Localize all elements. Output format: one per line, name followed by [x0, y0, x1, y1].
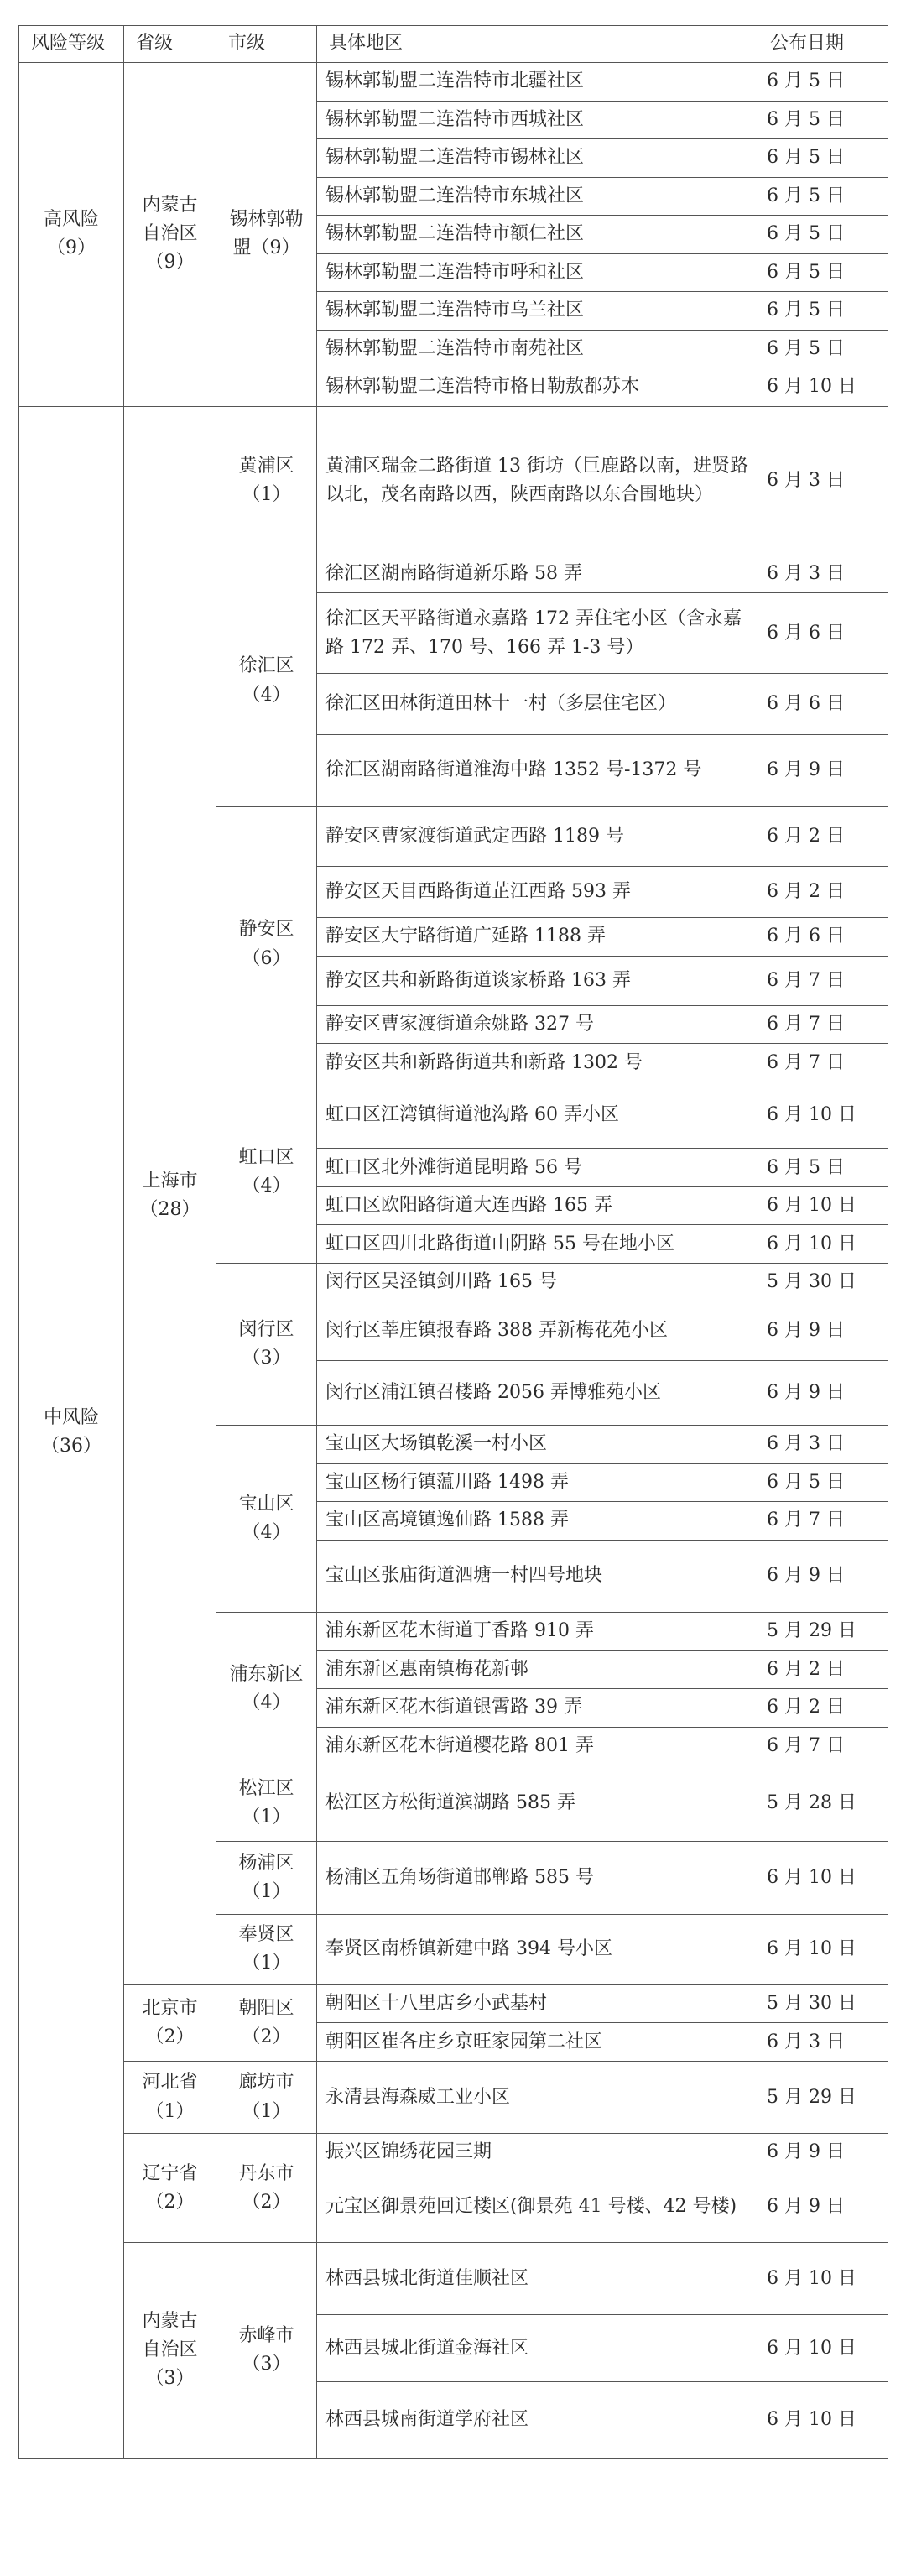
- date-cell: 6 月 6 日: [758, 918, 888, 957]
- area-cell: 振兴区锦绣花园三期: [317, 2134, 758, 2172]
- date-cell: 6 月 10 日: [758, 2382, 888, 2459]
- area-cell: 林西县城南街道学府社区: [317, 2382, 758, 2459]
- date-cell: 5 月 30 日: [758, 1984, 888, 2023]
- area-cell: 宝山区杨行镇蕰川路 1498 弄: [317, 1463, 758, 1502]
- area-cell: 徐汇区湖南路街道新乐路 58 弄: [317, 555, 758, 593]
- date-cell: 6 月 6 日: [758, 673, 888, 734]
- header-city: 市级: [216, 26, 317, 63]
- province-cell: 河北省 （1）: [124, 2061, 216, 2133]
- table-row: [19, 2061, 888, 2133]
- table-row: [19, 406, 888, 555]
- area-cell: 静安区曹家渡街道余姚路 327 号: [317, 1005, 758, 1044]
- area-cell: 锡林郭勒盟二连浩特市额仁社区: [317, 216, 758, 254]
- date-cell: 5 月 30 日: [758, 1263, 888, 1301]
- date-cell: 6 月 10 日: [758, 1082, 888, 1149]
- area-cell: 静安区共和新路街道共和新路 1302 号: [317, 1044, 758, 1082]
- area-cell: 锡林郭勒盟二连浩特市锡林社区: [317, 139, 758, 178]
- date-cell: 6 月 9 日: [758, 734, 888, 806]
- header-area: 具体地区: [317, 26, 758, 63]
- date-cell: 6 月 5 日: [758, 63, 888, 102]
- date-cell: 5 月 29 日: [758, 1613, 888, 1651]
- area-cell: 徐汇区田林街道田林十一村（多层住宅区）: [317, 673, 758, 734]
- city-cell: 松江区 （1）: [216, 1765, 317, 1842]
- area-cell: 松江区方松街道滨湖路 585 弄: [317, 1765, 758, 1842]
- date-cell: 6 月 2 日: [758, 1689, 888, 1728]
- date-cell: 6 月 10 日: [758, 368, 888, 407]
- area-cell: 锡林郭勒盟二连浩特市格日勒敖都苏木: [317, 368, 758, 407]
- table-row: [19, 2134, 888, 2172]
- date-cell: 6 月 5 日: [758, 216, 888, 254]
- city-cell: 丹东市 （2）: [216, 2134, 317, 2243]
- area-cell: 锡林郭勒盟二连浩特市呼和社区: [317, 253, 758, 292]
- area-cell: 朝阳区崔各庄乡京旺家园第二社区: [317, 2023, 758, 2062]
- area-cell: 宝山区高境镇逸仙路 1588 弄: [317, 1502, 758, 1541]
- area-cell: 宝山区大场镇乾溪一村小区: [317, 1426, 758, 1464]
- area-cell: 锡林郭勒盟二连浩特市西城社区: [317, 101, 758, 139]
- area-cell: 杨浦区五角场街道邯郸路 585 号: [317, 1842, 758, 1914]
- date-cell: 6 月 3 日: [758, 2023, 888, 2062]
- area-cell: 虹口区江湾镇街道池沟路 60 弄小区: [317, 1082, 758, 1149]
- date-cell: 6 月 3 日: [758, 1426, 888, 1464]
- city-cell: 浦东新区 （4）: [216, 1613, 317, 1765]
- date-cell: 6 月 5 日: [758, 1149, 888, 1187]
- table-body: [19, 63, 888, 2459]
- risk-level-cell: 中风险 （36）: [19, 406, 124, 2459]
- city-cell: 奉贤区 （1）: [216, 1914, 317, 1984]
- area-cell: 徐汇区天平路街道永嘉路 172 弄住宅小区（含永嘉路 172 弄、170 号、166 弄 1-3 号）: [317, 593, 758, 674]
- date-cell: 6 月 10 日: [758, 1186, 888, 1225]
- area-cell: 林西县城北街道佳顺社区: [317, 2242, 758, 2314]
- table-header-row: [19, 26, 888, 63]
- area-cell: 林西县城北街道金海社区: [317, 2315, 758, 2382]
- area-cell: 奉贤区南桥镇新建中路 394 号小区: [317, 1914, 758, 1984]
- area-cell: 黄浦区瑞金二路街道 13 街坊（巨鹿路以南，进贤路以北，茂名南路以西，陕西南路以东合围地块）: [317, 406, 758, 555]
- city-cell: 宝山区 （4）: [216, 1426, 317, 1613]
- city-cell: 徐汇区 （4）: [216, 555, 317, 806]
- city-cell: 静安区 （6）: [216, 807, 317, 1082]
- date-cell: 6 月 10 日: [758, 1842, 888, 1914]
- date-cell: 5 月 29 日: [758, 2061, 888, 2133]
- risk-area-table: [18, 25, 888, 2459]
- province-cell: 辽宁省 （2）: [124, 2134, 216, 2243]
- date-cell: 6 月 5 日: [758, 253, 888, 292]
- province-cell: 上海市 （28）: [124, 406, 216, 1984]
- area-cell: 浦东新区花木街道银霄路 39 弄: [317, 1689, 758, 1728]
- area-cell: 浦东新区惠南镇梅花新邨: [317, 1650, 758, 1689]
- date-cell: 6 月 5 日: [758, 292, 888, 331]
- date-cell: 6 月 7 日: [758, 1727, 888, 1765]
- date-cell: 6 月 6 日: [758, 593, 888, 674]
- date-cell: 6 月 10 日: [758, 2242, 888, 2314]
- date-cell: 6 月 7 日: [758, 1502, 888, 1541]
- area-cell: 徐汇区湖南路街道淮海中路 1352 号-1372 号: [317, 734, 758, 806]
- date-cell: 6 月 9 日: [758, 1301, 888, 1361]
- area-cell: 虹口区北外滩街道昆明路 56 号: [317, 1149, 758, 1187]
- date-cell: 6 月 7 日: [758, 956, 888, 1005]
- city-cell: 杨浦区 （1）: [216, 1842, 317, 1914]
- area-cell: 静安区大宁路街道广延路 1188 弄: [317, 918, 758, 957]
- city-cell: 虹口区 （4）: [216, 1082, 317, 1263]
- date-cell: 6 月 5 日: [758, 101, 888, 139]
- table-row: [19, 63, 888, 102]
- date-cell: 6 月 5 日: [758, 177, 888, 216]
- date-cell: 6 月 9 日: [758, 1540, 888, 1612]
- header-date: 公布日期: [758, 26, 888, 63]
- city-cell: 黄浦区 （1）: [216, 406, 317, 555]
- date-cell: 6 月 2 日: [758, 866, 888, 917]
- city-cell: 赤峰市 （3）: [216, 2242, 317, 2458]
- city-cell: 锡林郭勒 盟（9）: [216, 63, 317, 407]
- area-cell: 静安区天目西路街道芷江西路 593 弄: [317, 866, 758, 917]
- date-cell: 6 月 10 日: [758, 1225, 888, 1264]
- area-cell: 永清县海森威工业小区: [317, 2061, 758, 2133]
- city-cell: 廊坊市 （1）: [216, 2061, 317, 2133]
- date-cell: 5 月 28 日: [758, 1765, 888, 1842]
- date-cell: 6 月 2 日: [758, 807, 888, 867]
- area-cell: 浦东新区花木街道樱花路 801 弄: [317, 1727, 758, 1765]
- risk-level-cell: 高风险 （9）: [19, 63, 124, 407]
- area-cell: 闵行区吴泾镇剑川路 165 号: [317, 1263, 758, 1301]
- area-cell: 锡林郭勒盟二连浩特市南苑社区: [317, 330, 758, 368]
- date-cell: 6 月 10 日: [758, 1914, 888, 1984]
- area-cell: 锡林郭勒盟二连浩特市北疆社区: [317, 63, 758, 102]
- date-cell: 6 月 7 日: [758, 1005, 888, 1044]
- area-cell: 静安区共和新路街道谈家桥路 163 弄: [317, 956, 758, 1005]
- date-cell: 6 月 3 日: [758, 406, 888, 555]
- area-cell: 元宝区御景苑回迁楼区(御景苑 41 号楼、42 号楼): [317, 2172, 758, 2242]
- area-cell: 虹口区四川北路街道山阴路 55 号在地小区: [317, 1225, 758, 1264]
- date-cell: 6 月 9 日: [758, 2172, 888, 2242]
- date-cell: 6 月 5 日: [758, 139, 888, 178]
- area-cell: 虹口区欧阳路街道大连西路 165 弄: [317, 1186, 758, 1225]
- header-risk-level: 风险等级: [19, 26, 124, 63]
- province-cell: 内蒙古 自治区 （3）: [124, 2242, 216, 2458]
- date-cell: 6 月 3 日: [758, 555, 888, 593]
- area-cell: 锡林郭勒盟二连浩特市乌兰社区: [317, 292, 758, 331]
- date-cell: 6 月 10 日: [758, 2315, 888, 2382]
- area-cell: 静安区曹家渡街道武定西路 1189 号: [317, 807, 758, 867]
- date-cell: 6 月 5 日: [758, 330, 888, 368]
- date-cell: 6 月 9 日: [758, 1360, 888, 1425]
- date-cell: 6 月 5 日: [758, 1463, 888, 1502]
- province-cell: 内蒙古 自治区 （9）: [124, 63, 216, 407]
- area-cell: 浦东新区花木街道丁香路 910 弄: [317, 1613, 758, 1651]
- table-row: [19, 1984, 888, 2023]
- area-cell: 闵行区莘庄镇报春路 388 弄新梅花苑小区: [317, 1301, 758, 1361]
- date-cell: 6 月 7 日: [758, 1044, 888, 1082]
- table-row: [19, 2242, 888, 2314]
- province-cell: 北京市 （2）: [124, 1984, 216, 2061]
- area-cell: 闵行区浦江镇召楼路 2056 弄博雅苑小区: [317, 1360, 758, 1425]
- area-cell: 朝阳区十八里店乡小武基村: [317, 1984, 758, 2023]
- city-cell: 朝阳区 （2）: [216, 1984, 317, 2061]
- area-cell: 锡林郭勒盟二连浩特市东城社区: [317, 177, 758, 216]
- header-province: 省级: [124, 26, 216, 63]
- city-cell: 闵行区 （3）: [216, 1263, 317, 1425]
- date-cell: 6 月 2 日: [758, 1650, 888, 1689]
- date-cell: 6 月 9 日: [758, 2134, 888, 2172]
- area-cell: 宝山区张庙街道泗塘一村四号地块: [317, 1540, 758, 1612]
